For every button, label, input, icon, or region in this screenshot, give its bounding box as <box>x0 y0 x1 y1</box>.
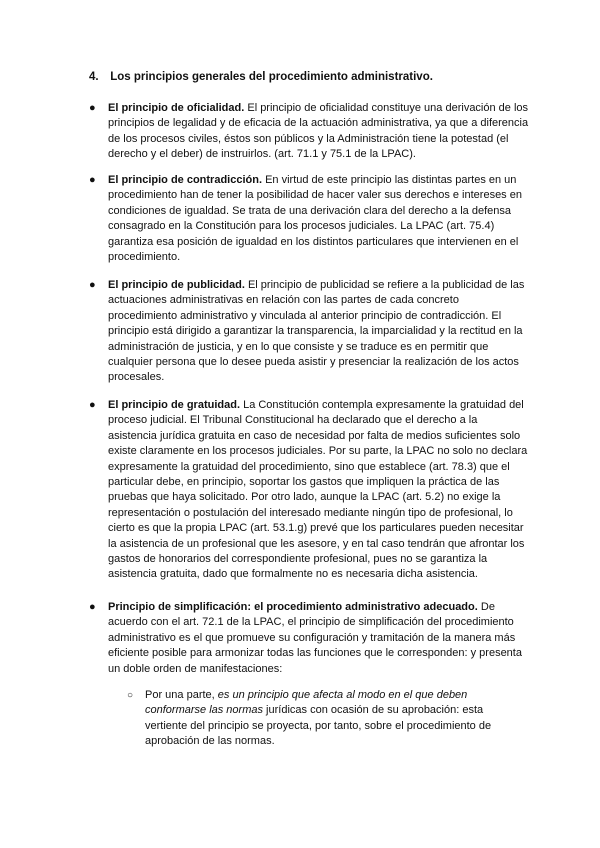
sub-item-rest: jurídicas con ocasión de su aprobación: esta vertiente del principio se proyecta, por tanto, sobre el procedimiento de aprobación de las normas. <box>145 704 492 748</box>
principle-title: Principio de simplificación: el procedimiento administrativo adecuado. <box>108 601 478 613</box>
bullet-icon: ● <box>89 174 96 186</box>
principle-body: De acuerdo con el art. 72.1 de la LPAC, el principio de simplificación del procedimiento administrativo es el que promueve su configuración y tramitación de la manera más eficiente posible para armonizar todas las funciones que le corresponden: y presenta un doble orden de manifestaciones: <box>108 601 522 675</box>
principle-title: El principio de contradicción. <box>108 174 263 186</box>
principle-body: En virtud de este principio las distintas partes en un procedimiento han de tener la posibilidad de hacer valer sus derechos e intereses en condiciones de igualdad. Se trata de una derivación clara del derecho a la defensa consagrado en la Constitución para los procesos judiciales. La LPAC (art. 75.4) garantiza esa posición de igualdad en los distintos particulares que intervienen en el procedimiento. <box>108 174 522 264</box>
section-number: 4. <box>89 71 99 83</box>
principle-title: El principio de gratuidad. <box>108 399 241 411</box>
principle-text <box>108 278 529 386</box>
section-heading <box>89 70 529 85</box>
principle-contradiccion <box>89 173 529 265</box>
principle-text <box>108 173 529 265</box>
principle-simplificacion <box>89 600 529 677</box>
principle-body: La Constitución contempla expresamente la gratuidad del proceso judicial. El Tribunal Constitucional ha declarado que el derecho a la asistencia jurídica gratuita en caso de necesidad por falta de medios suficientes solo existe claramente en los procesos judiciales. Por su parte, la LPAC no solo no declara expresamente la gratuidad del procedimiento, sino que establece (art. 78.3) que el particular debe, en principio, soportar los gastos que impliquen la práctica de las pruebas que haya solicitado. Por otro lado, aunque la LPAC (art. 5.2) no exige la representación o postulación del interesado mediante ningún tipo de profesional, lo cierto es que la propia LPAC (art. 53.1.g) prevé que los particulares pueden necesitar la asistencia de un profesional que les asesore, y en tal caso tendrán que afrontar los gastos de honorarios del correspondiente profesional, pues no se garantiza la asistencia gratuita, dado que formalmente no es necesaria dicha asistencia. <box>108 399 528 581</box>
sub-item-normas <box>127 688 509 750</box>
principle-oficialidad <box>89 101 529 163</box>
principle-publicidad <box>89 278 529 386</box>
sub-item-text <box>145 688 509 750</box>
principle-title: El principio de publicidad. <box>108 279 245 291</box>
principle-text <box>108 398 529 583</box>
bullet-icon: ● <box>89 102 96 114</box>
bullet-icon: ● <box>89 399 96 411</box>
principle-text <box>108 600 529 677</box>
principle-gratuidad <box>89 398 529 583</box>
principle-text <box>108 101 529 163</box>
sub-item-lead: Por una parte, <box>145 689 218 701</box>
section-title: Los principios generales del procedimiento administrativo. <box>110 71 433 83</box>
principle-body: El principio de oficialidad constituye una derivación de los principios de legalidad y de eficacia de la actuación administrativa, ya que a diferencia de los procesos civiles, éstos son públicos y la Administración tiene la potestad (el derecho y el deber) de instruirlos. (art. 71.1 y 75.1 de la LPAC). <box>108 102 529 161</box>
principle-title: El principio de oficialidad. <box>108 102 245 114</box>
bullet-icon: ● <box>89 601 96 613</box>
sub-bullet-icon: ○ <box>127 690 134 701</box>
sub-item-italic: es un principio que afecta al modo en el que deben conformarse las normas <box>145 689 468 717</box>
bullet-icon: ● <box>89 279 96 291</box>
principle-body: El principio de publicidad se refiere a la publicidad de las actuaciones administrativas en relación con las partes de cada concreto procedimiento administrativo y vinculada al anterior principio de contradicción. El principio está dirigido a garantizar la transparencia, la imparcialidad y la rectitud en la administración de justicia, y en lo que consiste y se traduce es en permitir que cualquier persona que lo desee pueda asistir y presenciar la realización de los actos procesales. <box>108 279 525 384</box>
